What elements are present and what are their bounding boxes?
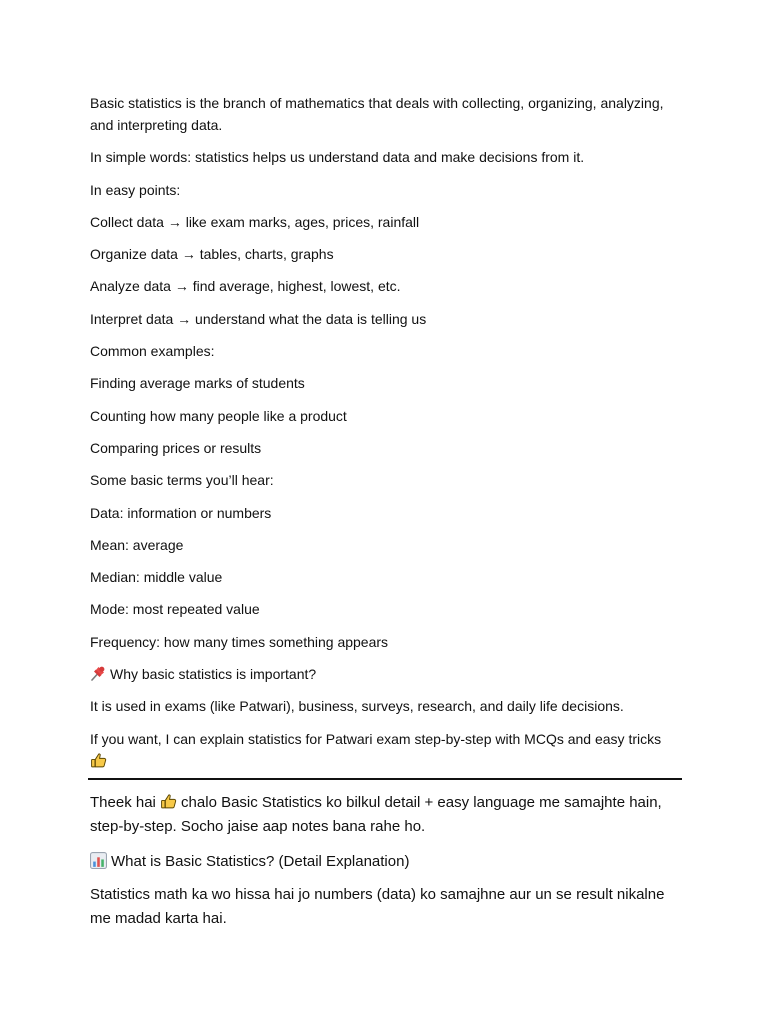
thumbs-up-icon	[90, 750, 107, 772]
why-heading	[90, 663, 680, 685]
example-comparing: Comparing prices or results	[90, 439, 262, 456]
simple-words-paragraph: In simple words: statistics helps us understand data and make decisions from it.	[90, 149, 585, 166]
detail-intro-prefix: Theek hai	[90, 793, 156, 811]
intro-paragraph: Basic statistics is the branch of mathematics that deals with collecting, organizing, analyzing, and interpreting data.	[90, 95, 664, 133]
detail-intro-paragraph	[90, 790, 680, 839]
term-frequency: Frequency: how many times something appears	[90, 633, 389, 650]
terms-heading: Some basic terms you’ll hear:	[90, 472, 274, 489]
pushpin-icon	[90, 663, 106, 685]
easy-point-collect: Collect data → like exam marks, ages, prices, rainfall	[90, 213, 420, 230]
term-data: Data: information or numbers	[90, 504, 272, 521]
why-heading-text: Why basic statistics is important?	[110, 666, 317, 683]
example-counting: Counting how many people like a product	[90, 407, 347, 424]
easy-point-organize: Organize data → tables, charts, graphs	[90, 246, 334, 263]
detail-heading	[90, 849, 680, 874]
offer-text: If you want, I can explain statistics for Patwari exam step-by-step with MCQs and easy tricks	[90, 730, 662, 747]
examples-heading: Common examples:	[90, 343, 215, 360]
easy-point-interpret: Interpret data → understand what the data is telling us	[90, 310, 427, 327]
term-mode: Mode: most repeated value	[90, 601, 260, 618]
easy-point-analyze: Analyze data → find average, highest, lowest, etc.	[90, 278, 401, 295]
detail-heading-text: What is Basic Statistics? (Detail Explanation)	[111, 852, 410, 870]
detail-intro-suffix: chalo Basic Statistics ko bilkul detail + easy language me samajhte hain, step-by-step. Socho jaise aap notes bana rahe ho.	[90, 793, 662, 835]
divider-line	[88, 778, 682, 780]
why-paragraph: It is used in exams (like Patwari), business, surveys, research, and daily life decisions.	[90, 698, 624, 715]
document-page	[90, 92, 680, 941]
bar-chart-icon	[90, 849, 107, 873]
term-mean: Mean: average	[90, 536, 184, 553]
easy-points-heading: In easy points:	[90, 181, 181, 198]
term-median: Median: middle value	[90, 569, 223, 586]
example-average-marks: Finding average marks of students	[90, 375, 305, 392]
definition-paragraph: Statistics math ka wo hissa hai jo numbers (data) ko samajhne aur un se result nikalne me madad karta hai.	[90, 885, 665, 927]
first-response	[90, 92, 680, 772]
offer-paragraph	[90, 728, 680, 772]
second-response	[90, 790, 680, 931]
thumbs-up-icon	[160, 790, 177, 814]
